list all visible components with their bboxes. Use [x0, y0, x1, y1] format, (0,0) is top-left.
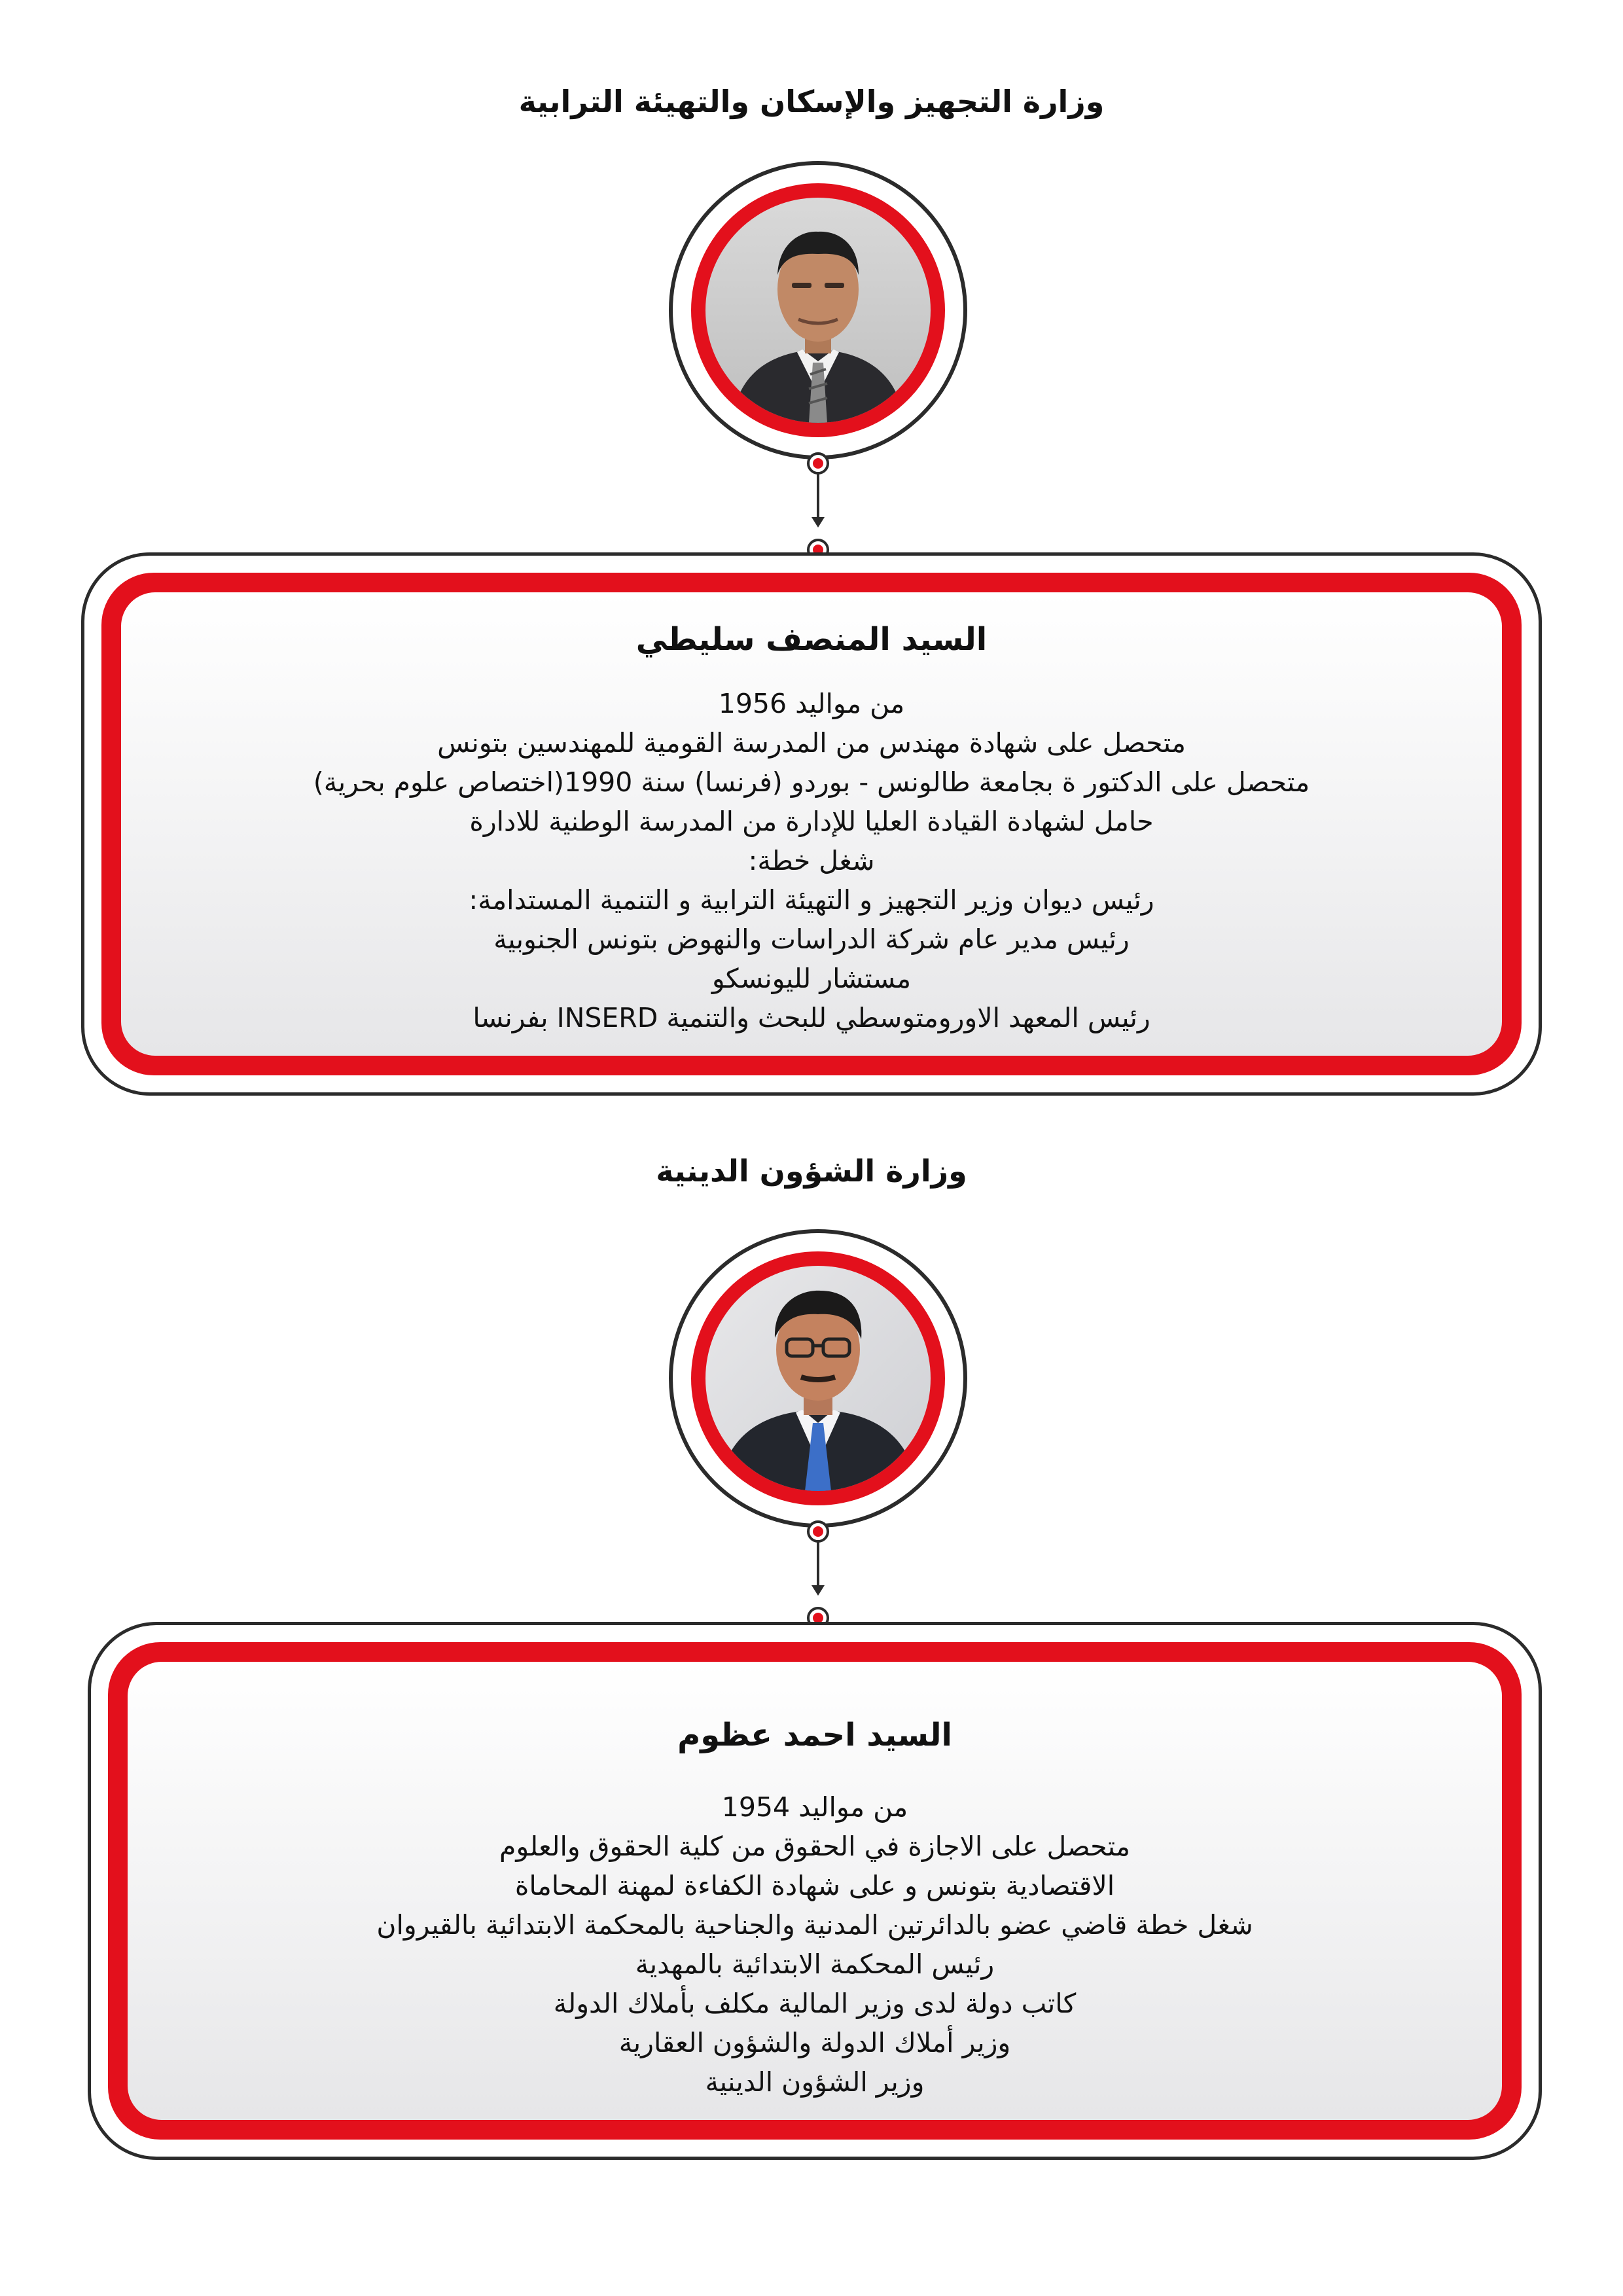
bio-list	[128, 1787, 1502, 2102]
bio-card-red-frame	[101, 573, 1522, 1075]
bio-line: كاتب دولة لدى وزير المالية مكلف بأملاك الدولة	[553, 1988, 1077, 2019]
bio-list	[121, 684, 1502, 1037]
bio-line: وزير الشؤون الدينية	[705, 2066, 925, 2098]
bio-line: شغل خطة قاضي عضو بالدائرتين المدنية والجناحية بالمحكمة الابتدائية بالقيروان	[376, 1909, 1253, 1941]
bio-line: من مواليد 1956	[718, 688, 905, 719]
person-name: السيد المنصف سليطي	[635, 621, 988, 658]
person-name: السيد احمد عظوم	[677, 1717, 952, 1753]
bio-line: رئيس المعهد الاورومتوسطي للبحث والتنمية INSERD بفرنسا	[473, 1002, 1150, 1033]
bio-line: من مواليد 1954	[721, 1791, 908, 1823]
portrait-photo	[705, 1266, 931, 1491]
bio-card-red-frame	[108, 1642, 1522, 2140]
portrait-frame	[669, 161, 967, 459]
bio-line: متحصل على شهادة مهندس من المدرسة القومية للمهندسين بتونس	[437, 727, 1186, 759]
bio-card	[88, 1622, 1542, 2160]
bio-line: الاقتصادية بتونس و على شهادة الكفاءة لمهنة المحاماة	[514, 1870, 1115, 1901]
portrait-photo	[705, 198, 931, 423]
bio-card-body	[121, 592, 1502, 1056]
bio-line: رئيس المحكمة الابتدائية بالمهدية	[635, 1948, 995, 1980]
ministry-title: وزارة التجهيز والإسكان والتهيئة الترابية	[518, 84, 1105, 119]
bio-line: رئيس مدير عام شركة الدراسات والنهوض بتونس الجنوبية	[493, 924, 1130, 955]
connector-arrow	[0, 1520, 1623, 1631]
bio-card	[81, 552, 1542, 1096]
bio-line: متحصل على الاجازة في الحقوق من كلية الحقوق والعلوم	[499, 1831, 1130, 1862]
bio-line: متحصل على الدكتور ة بجامعة طالونس - بوردو (فرنسا) سنة 1990(اختصاص علوم بحرية)	[313, 766, 1310, 798]
ministry-title: وزارة الشؤون الدينية	[656, 1153, 967, 1189]
portrait-red-ring	[691, 1251, 945, 1505]
connector-arrow	[0, 452, 1623, 563]
bio-card-body	[128, 1662, 1502, 2120]
bio-line: حامل لشهادة القيادة العليا للإدارة من المدرسة الوطنية للادارة	[469, 806, 1154, 837]
bio-line: مستشار لليونسكو	[711, 963, 912, 994]
portrait-frame	[669, 1229, 967, 1528]
bio-line: شغل خطة:	[748, 845, 875, 876]
portrait-red-ring	[691, 183, 945, 437]
bio-line: وزير أملاك الدولة والشؤون العقارية	[618, 2027, 1011, 2058]
bio-line: رئيس ديوان وزير التجهيز و التهيئة الترابية و التنمية المستدامة:	[469, 884, 1154, 916]
